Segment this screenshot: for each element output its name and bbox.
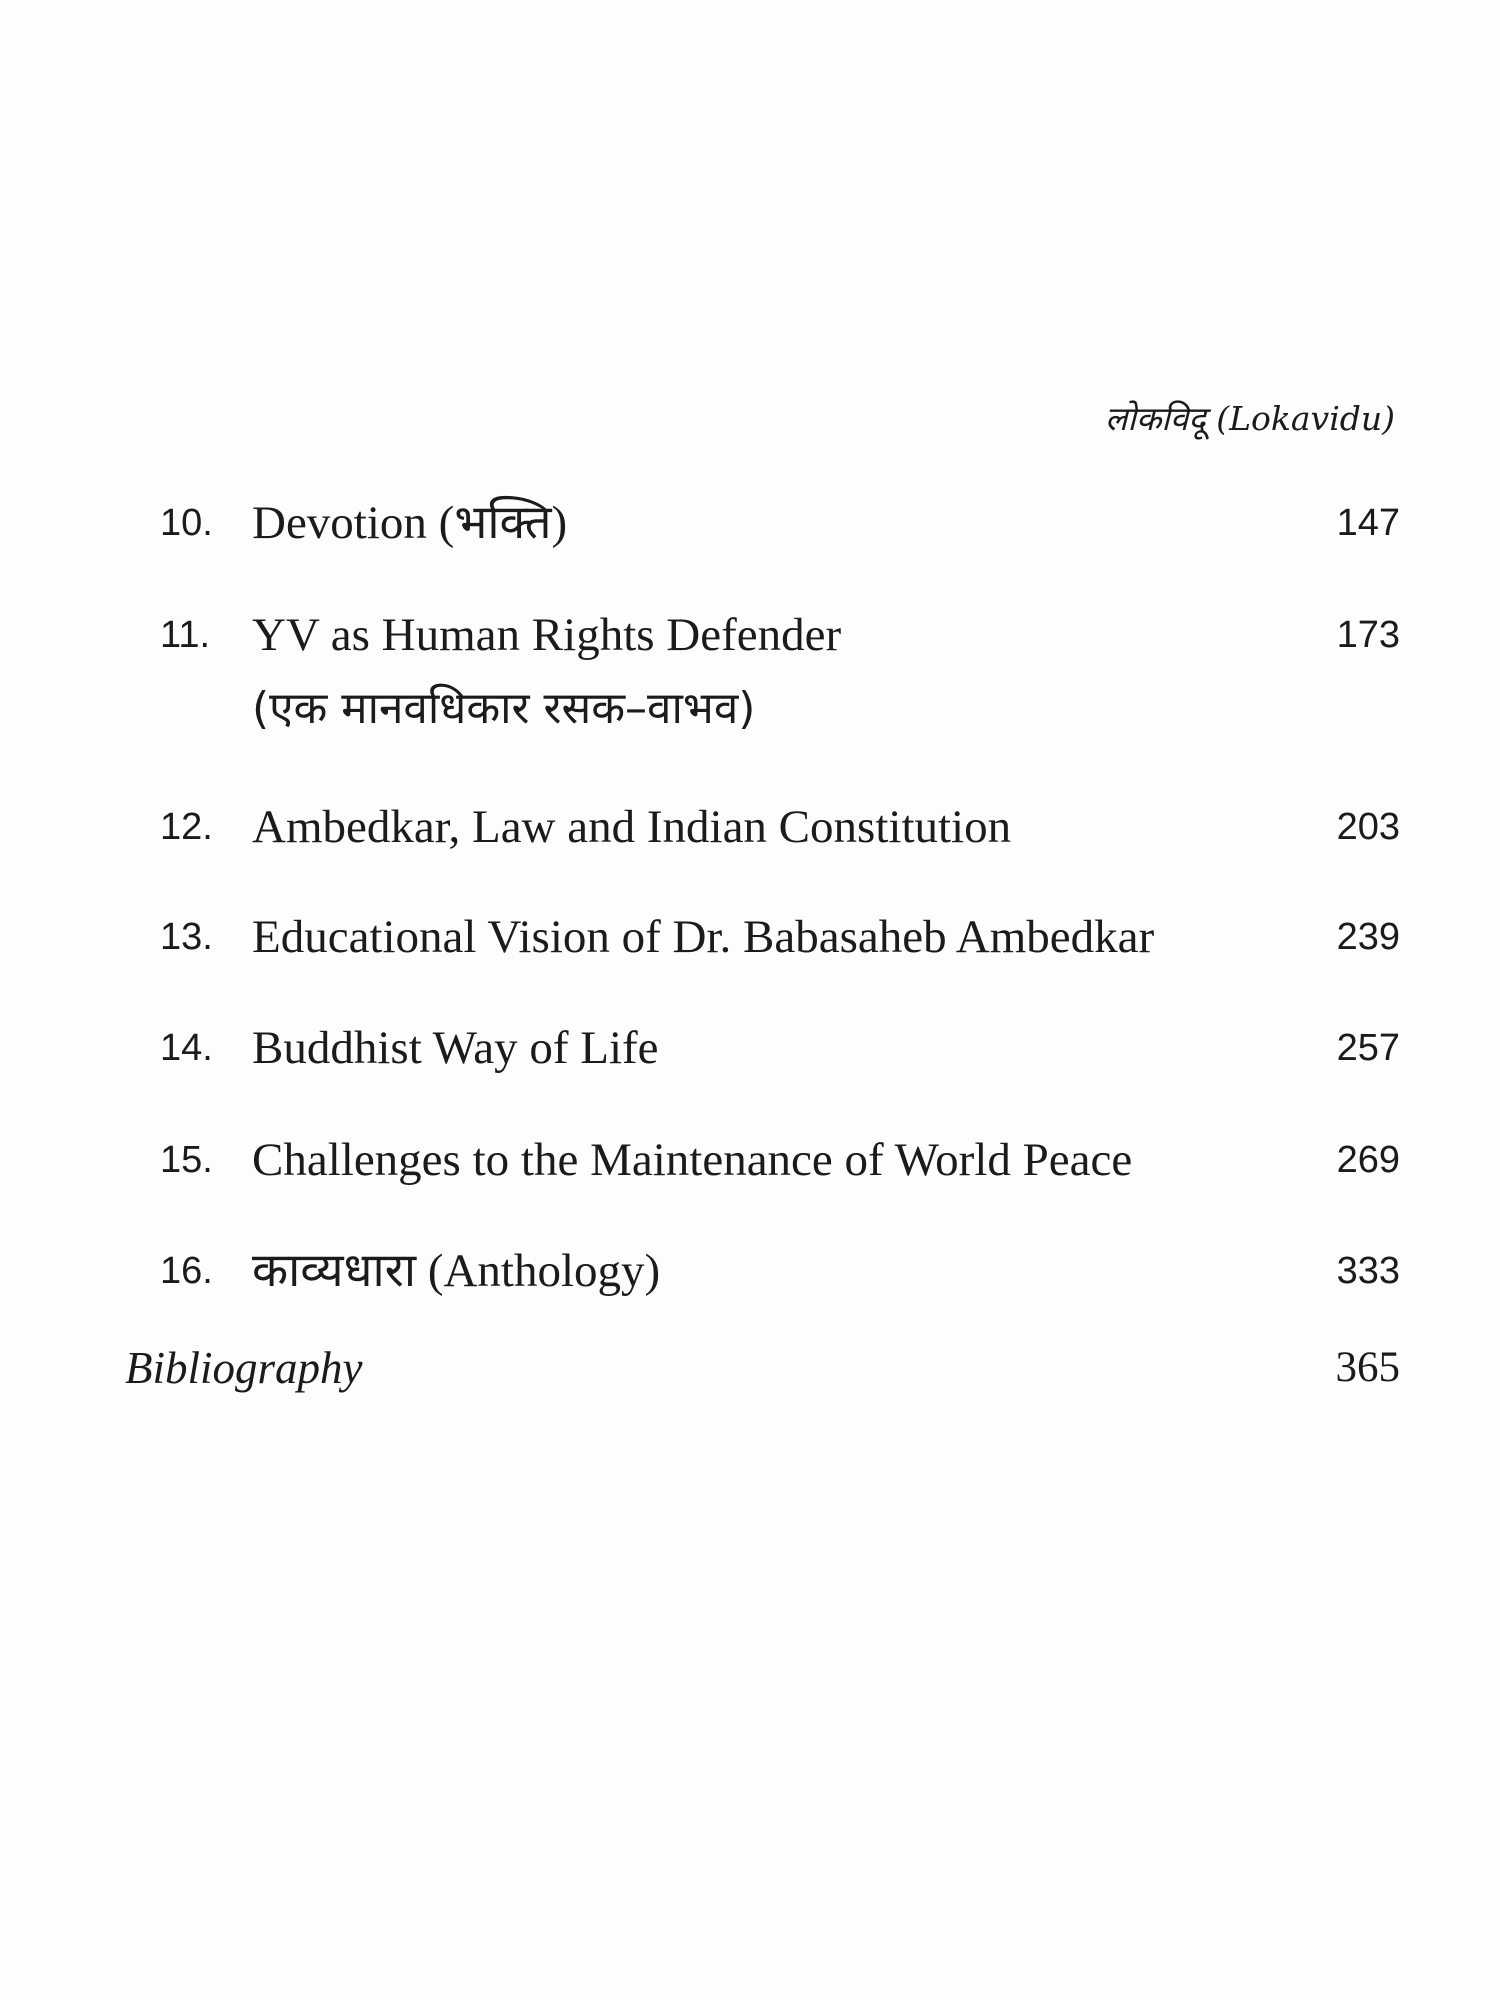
entry-title: काव्यधारा (Anthology) — [252, 1245, 661, 1297]
entry-number: 14. — [160, 1027, 213, 1069]
entry-title: Devotion (भक्ति) — [252, 497, 568, 549]
entry-title: YV as Human Rights Defender — [252, 609, 842, 661]
toc-entry-bibliography — [125, 1338, 1400, 1398]
running-head: लोकविदू (Lokavidu) — [1105, 399, 1395, 438]
entry-page-number: 257 — [1336, 1027, 1400, 1069]
bibliography-title: Bibliography — [125, 1343, 363, 1393]
toc-entry-16 — [160, 1241, 1400, 1301]
entry-number: 11. — [160, 614, 211, 656]
entry-number: 15. — [160, 1139, 213, 1181]
toc-entry-10 — [160, 493, 1400, 553]
entry-page-number: 333 — [1336, 1250, 1400, 1292]
toc-entry-15 — [160, 1130, 1400, 1190]
entry-number: 13. — [160, 916, 213, 958]
entry-page-number: 203 — [1336, 806, 1400, 848]
entry-number: 10. — [160, 502, 213, 544]
entry-title: Buddhist Way of Life — [252, 1022, 659, 1074]
entry-subtitle: (एक मानवधिकार रसक–वाभव) — [252, 683, 756, 734]
entry-page-number: 147 — [1336, 502, 1400, 544]
entry-number: 12. — [160, 806, 213, 848]
toc-entry-11 — [160, 605, 1400, 734]
entry-title: Ambedkar, Law and Indian Constitution — [252, 801, 1012, 853]
bibliography-page-number: 365 — [1335, 1344, 1400, 1391]
entry-page-number: 173 — [1336, 614, 1400, 656]
entry-page-number: 269 — [1336, 1139, 1400, 1181]
toc-entry-14 — [160, 1018, 1400, 1078]
entry-title: Educational Vision of Dr. Babasaheb Ambedkar — [252, 911, 1155, 963]
toc-entry-13 — [160, 907, 1400, 967]
toc-entry-12 — [160, 797, 1400, 857]
entry-title: Challenges to the Maintenance of World Peace — [252, 1134, 1133, 1186]
entry-page-number: 239 — [1336, 916, 1400, 958]
entry-number: 16. — [160, 1250, 213, 1292]
